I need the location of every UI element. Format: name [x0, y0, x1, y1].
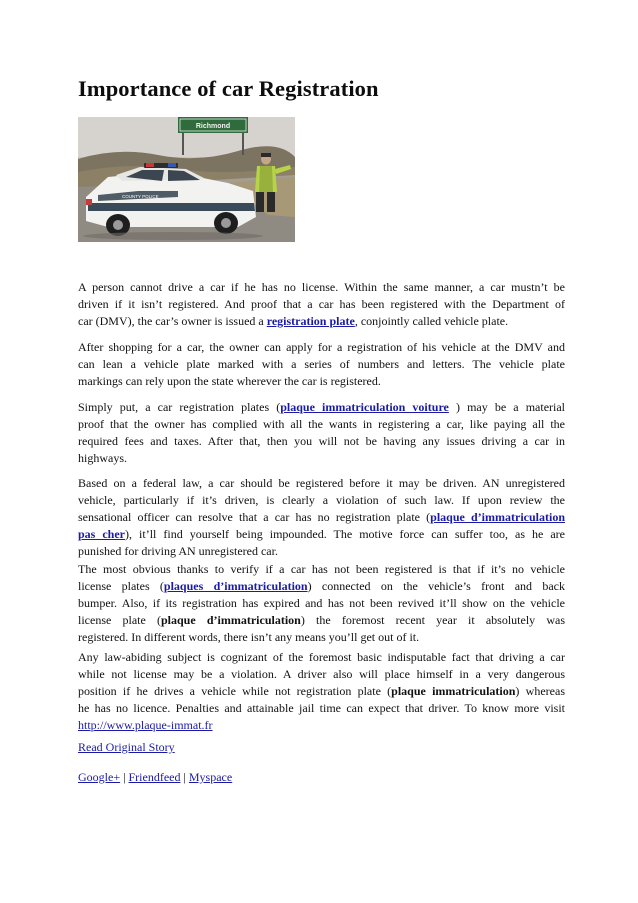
p5-line-3: bumper. Also, if its registration has expired and has not been revived it’ll show on the vehicle — [78, 596, 565, 610]
read-more-block — [78, 739, 565, 756]
plaque-immatriculation-voiture-link[interactable]: plaque immatriculation voiture — [280, 400, 449, 414]
p6-line-3: position if he drives a vehicle while not registration plate (plaque immatriculation) whereas — [78, 684, 565, 698]
friendfeed-link[interactable]: Friendfeed — [128, 770, 181, 784]
p4-line-1: Based on a federal law, a car should be registered before it may be driven. AN unregistered — [78, 476, 565, 490]
car-door-text: COUNTY POLICE — [122, 194, 159, 199]
paragraph-1 — [78, 279, 565, 330]
p4-line-4: pas cher), it’ll find yourself being impounded. The motive force can suffer too, as he are — [78, 527, 565, 541]
plaque-immat-url-link[interactable]: http://www.plaque-immat.fr — [78, 718, 213, 732]
google-plus-link[interactable]: Google+ — [78, 770, 121, 784]
p5-line-1: The most obvious thanks to verify if a car has not been registered is that if it’s no vehicle — [78, 562, 565, 576]
p1-line-3: car (DMV), the car’s owner is issued a registration plate, conjointly called vehicle plate. — [78, 314, 509, 328]
paragraph-4 — [78, 475, 565, 560]
page-title: Importance of car Registration — [78, 76, 379, 101]
p6-line-1: Any law-abiding subject is cognizant of the foremost basic indisputable fact that driving a car — [78, 650, 565, 664]
paragraph-5 — [78, 561, 565, 646]
p6-line-5 — [78, 717, 565, 734]
plaque-immatriculation-bold: plaque immatriculation — [391, 684, 516, 698]
p3-line-1: Simply put, a car registration plates (plaque immatriculation voiture ) may be a material — [78, 400, 566, 414]
share-separator: | — [180, 770, 189, 784]
pas-cher-link[interactable]: pas cher — [78, 527, 126, 541]
paragraph-3 — [78, 399, 565, 467]
p4-line-3: sensational officer can resolve that a car has no registration plate (plaque d’immatriculation — [78, 510, 565, 524]
plaque-dimmatriculation-link[interactable]: plaque d’immatriculation — [430, 510, 565, 524]
paragraph-6 — [78, 649, 565, 734]
plaques-dimmatriculation-link[interactable]: plaques d’immatriculation — [163, 579, 308, 593]
police-car-photo — [78, 117, 295, 242]
p3-line-4: highways. — [78, 451, 127, 465]
p3-line-3: required fees and taxes. After that, then you will not be having any issues driving a car in — [78, 434, 565, 448]
p5-line-4: license plate (plaque d’immatriculation) the foremost recent year it absolutely was — [78, 613, 565, 627]
plaque-dimmatriculation-bold: plaque d’immatriculation — [160, 613, 301, 627]
p5-line-2: license plates (plaques d’immatriculation) connected on the vehicle’s front and back — [78, 579, 565, 593]
myspace-link[interactable]: Myspace — [188, 770, 233, 784]
p6-line-2: while not license may be a violation. A driver also will place himself in a very dangerous — [78, 667, 565, 681]
road-sign-text: Richmond — [195, 123, 231, 130]
registration-plate-link[interactable]: registration plate — [266, 314, 355, 328]
p2-line-1: After shopping for a car, the owner can apply for a registration of his vehicle at the DMV and — [78, 340, 565, 354]
p4-line-5: punished for driving AN unregistered car. — [78, 544, 278, 558]
p3-line-2: proof that the owner has complied with all the wants in registering a car, like paying all the — [78, 417, 565, 431]
read-original-story-link[interactable]: Read Original Story — [78, 740, 175, 754]
share-links — [78, 769, 565, 786]
p2-line-3: markings can rely upon the state wherever the car is registered. — [78, 374, 381, 388]
paragraph-2 — [78, 339, 565, 390]
p1-line-2: driven if it isn’t registered. And proof that a car has been registered with the Department of — [78, 297, 565, 311]
p1-line-1: A person cannot drive a car if he has no license. Within the same manner, a car mustn’t be — [78, 280, 565, 294]
p2-line-2: can lean a vehicle plate marked with a series of numbers and letters. The vehicle plate — [78, 357, 565, 371]
p5-line-5: registered. In different words, there isn’t any means you’ll get out of it. — [78, 630, 420, 644]
share-separator: | — [120, 770, 129, 784]
p6-line-4: he has no licence. Penalties and attainable jail time can expect that driver. To know more visit — [78, 701, 565, 715]
p4-line-2: vehicle, particularly if it’s driven, is clearly a violation of such law. If upon review the — [78, 493, 565, 507]
